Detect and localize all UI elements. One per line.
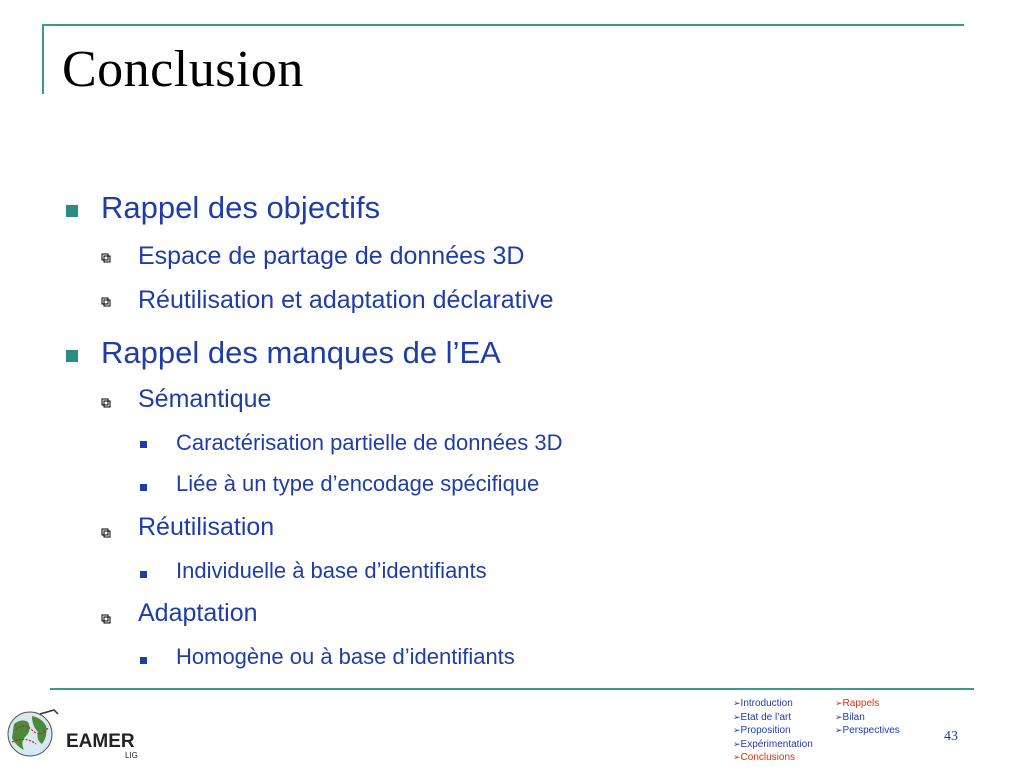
nav-item-perspectives[interactable]: ➢Perspectives <box>835 725 900 737</box>
footer-divider <box>50 688 974 690</box>
logo-subtext: LIG <box>125 751 138 760</box>
bullet-homogene: Homogène ou à base d’identifiants <box>176 644 515 669</box>
bullet-caracterisation: Caractérisation partielle de données 3D <box>176 430 563 455</box>
bullet-individuelle: Individuelle à base d’identifiants <box>176 558 487 583</box>
nav-item-introduction[interactable]: ➢Introduction <box>733 698 793 709</box>
square-bullet-icon <box>66 350 78 362</box>
arrow-icon: ➢ <box>733 698 741 708</box>
bullet-adaptation: Adaptation <box>138 599 258 627</box>
bullet-objectives: Rappel des objectifs <box>101 190 381 225</box>
small-square-bullet-icon <box>140 657 147 664</box>
small-square-bullet-icon <box>140 571 147 578</box>
hollow-square-bullet-icon <box>101 297 111 307</box>
slide-title: Conclusion <box>62 41 304 98</box>
arrow-icon: ➢ <box>733 752 741 763</box>
arrow-icon: ➢ <box>835 711 843 722</box>
arrow-icon: ➢ <box>835 698 843 708</box>
teamer-logo <box>2 700 152 766</box>
hollow-square-bullet-icon <box>101 614 111 624</box>
small-square-bullet-icon <box>140 441 147 448</box>
bullet-manques: Rappel des manques de l’EA <box>101 335 501 370</box>
nav-item-etat-art[interactable]: ➢Etat de l’art <box>733 711 792 723</box>
arrow-icon: ➢ <box>733 711 741 722</box>
hollow-square-bullet-icon <box>101 528 111 538</box>
hollow-square-bullet-icon <box>101 253 111 263</box>
nav-item-conclusions[interactable]: ➢Conclusions <box>733 752 796 764</box>
arrow-icon: ➢ <box>733 725 741 736</box>
bullet-semantique: Sémantique <box>138 385 272 413</box>
arrow-icon: ➢ <box>733 738 741 749</box>
bullet-liee-encodage: Liée à un type d’encodage spécifique <box>176 471 540 496</box>
bullet-reutilisation-adaptation: Réutilisation et adaptation déclarative <box>138 286 554 314</box>
arrow-icon: ➢ <box>835 725 843 736</box>
small-square-bullet-icon <box>140 484 147 491</box>
nav-item-experimentation[interactable]: ➢Expérimentation <box>733 738 813 750</box>
square-bullet-icon <box>66 205 78 217</box>
footer-nav-left <box>733 697 813 765</box>
bullet-espace-partage: Espace de partage de données 3D <box>138 242 525 270</box>
hollow-square-bullet-icon <box>101 398 111 408</box>
logo-text: EAMER <box>66 731 135 752</box>
footer-nav-right <box>835 697 900 738</box>
nav-item-bilan[interactable]: ➢Bilan <box>835 711 865 723</box>
nav-item-proposition[interactable]: ➢Proposition <box>733 725 791 737</box>
nav-item-rappels[interactable]: ➢Rappels <box>835 698 880 709</box>
page-number: 43 <box>944 729 958 744</box>
bullet-reutilisation: Réutilisation <box>138 513 275 541</box>
globe-logo-icon <box>2 700 152 766</box>
